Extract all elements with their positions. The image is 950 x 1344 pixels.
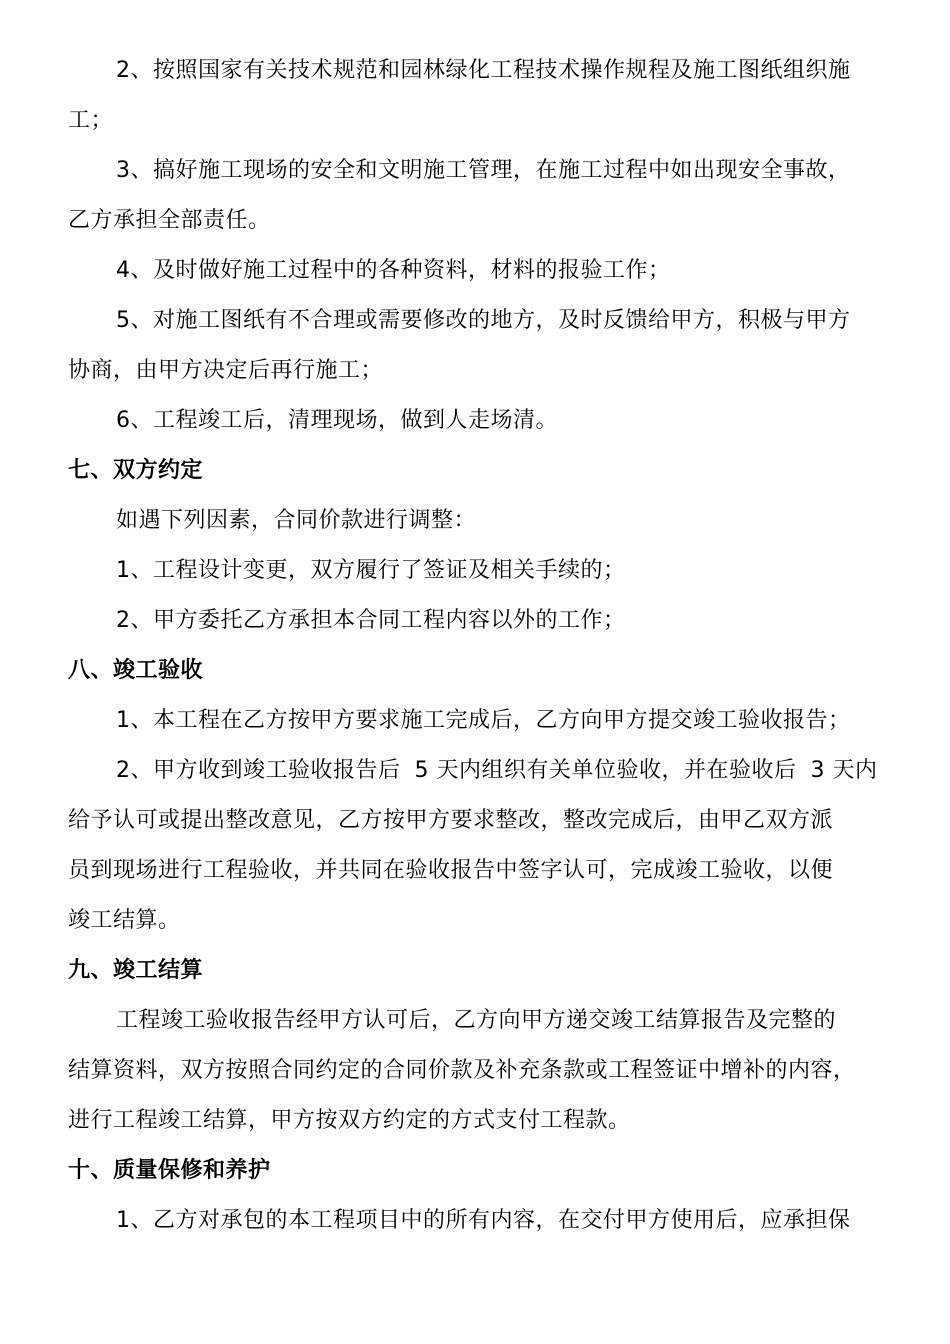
paragraph-line: 员到现场进行工程验收，并共同在验收报告中签字认可，完成竣工验收，以便 <box>68 858 834 883</box>
paragraph-line: 2、按照国家有关技术规范和园林绿化工程技术操作规程及施工图纸组织施 <box>116 58 851 83</box>
paragraph-line <box>116 756 878 786</box>
paragraph-line: 3、搞好施工现场的安全和文明施工管理，在施工过程中如出现安全事故， <box>116 158 851 183</box>
paragraph-line: 1、本工程在乙方按甲方要求施工完成后，乙方向甲方提交竣工验收报告； <box>116 708 851 733</box>
section-heading: 十、质量保修和养护 <box>68 1158 271 1183</box>
paragraph-line: 工； <box>68 108 114 133</box>
paragraph-line: 竣工结算。 <box>68 908 181 933</box>
paragraph-line: 4、及时做好施工过程中的各种资料，材料的报验工作； <box>116 258 671 283</box>
paragraph-line: 给予认可或提出整改意见，乙方按甲方要求整改，整改完成后，由甲乙双方派 <box>68 808 834 833</box>
paragraph-line: 结算资料，双方按照合同约定的合同价款及补充条款或工程签证中增补的内容， <box>68 1058 856 1083</box>
paragraph-line: 1、乙方对承包的本工程项目中的所有内容，在交付甲方使用后，应承担保 <box>116 1208 851 1233</box>
section-heading: 七、双方约定 <box>68 458 204 483</box>
text-segment: 3 天内 <box>810 758 878 783</box>
paragraph-line: 乙方承担全部责任。 <box>68 208 271 233</box>
text-segment: 2、甲方收到竣工验收报告后 <box>116 758 401 783</box>
paragraph-line: 1、工程设计变更，双方履行了签证及相关手续的； <box>116 558 626 583</box>
paragraph-line: 5、对施工图纸有不合理或需要修改的地方，及时反馈给甲方，积极与甲方 <box>116 308 851 333</box>
paragraph-line: 进行工程竣工结算，甲方按双方约定的方式支付工程款。 <box>68 1108 631 1133</box>
section-heading: 九、竣工结算 <box>68 958 204 983</box>
paragraph-line: 协商，由甲方决定后再行施工； <box>68 358 384 383</box>
paragraph-line: 工程竣工验收报告经甲方认可后，乙方向甲方递交竣工结算报告及完整的 <box>116 1008 837 1033</box>
paragraph-line: 6、工程竣工后，清理现场，做到人走场清。 <box>116 408 558 433</box>
section-heading: 八、竣工验收 <box>68 658 204 683</box>
paragraph-line: 2、甲方委托乙方承担本合同工程内容以外的工作； <box>116 608 626 633</box>
text-segment: 5 天内组织有关单位验收，并在验收后 <box>414 758 797 783</box>
paragraph-line: 如遇下列因素，合同价款进行调整： <box>116 508 477 533</box>
